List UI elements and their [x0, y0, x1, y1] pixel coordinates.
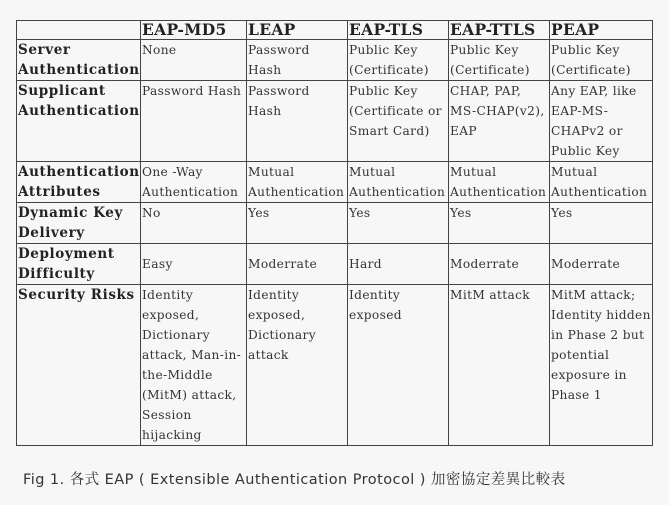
table-cell: Any EAP, like EAP-MS-CHAPv2 or Public Key [550, 81, 653, 162]
column-header-eap-tls: EAP-TLS [348, 21, 449, 40]
row-header-authentication-attributes: Authentication Attributes [17, 162, 141, 203]
table-cell: Yes [348, 203, 449, 244]
table-row [17, 203, 653, 244]
table-cell: Mutual Authentication [550, 162, 653, 203]
table-row [17, 162, 653, 203]
table-cell: Yes [247, 203, 348, 244]
table-cell: Password Hash [141, 81, 247, 162]
table-cell: No [141, 203, 247, 244]
table-cell: Mutual Authentication [247, 162, 348, 203]
row-header-supplicant-authentication: Supplicant Authentication [17, 81, 141, 162]
row-header-server-authentication: Server Authentication [17, 40, 141, 81]
table-cell: Easy [141, 244, 247, 285]
row-header-dynamic-key-delivery: Dynamic Key Delivery [17, 203, 141, 244]
table-row [17, 40, 653, 81]
column-header-leap: LEAP [247, 21, 348, 40]
row-header-deployment-difficulty: Deployment Difficulty [17, 244, 141, 285]
table-cell: Public Key (Certificate) [550, 40, 653, 81]
table-cell: Password Hash [247, 40, 348, 81]
header-corner-cell [17, 21, 141, 40]
comparison-table-container [16, 20, 652, 446]
table-cell: Public Key (Certificate) [449, 40, 550, 81]
table-row [17, 244, 653, 285]
table-cell: Identity exposed, Dictionary attack [247, 285, 348, 446]
table-cell: Mutual Authentication [348, 162, 449, 203]
table-cell: Moderrate [247, 244, 348, 285]
table-cell: CHAP, PAP, MS-CHAP(v2), EAP [449, 81, 550, 162]
table-cell: Moderrate [449, 244, 550, 285]
table-cell: Mutual Authentication [449, 162, 550, 203]
row-header-security-risks: Security Risks [17, 285, 141, 446]
header-row [17, 21, 653, 40]
column-header-eap-ttls: EAP-TTLS [449, 21, 550, 40]
table-cell: MitM attack [449, 285, 550, 446]
table-cell: Public Key (Certificate or Smart Card) [348, 81, 449, 162]
column-header-eap-md5: EAP-MD5 [141, 21, 247, 40]
table-cell: Yes [550, 203, 653, 244]
table-cell: Password Hash [247, 81, 348, 162]
column-header-peap: PEAP [550, 21, 653, 40]
table-cell: MitM attack; Identity hidden in Phase 2 but potential exposure in Phase 1 [550, 285, 653, 446]
figure-caption: Fig 1. 各式 EAP ( Extensible Authentication Protocol ) 加密協定差異比較表 [23, 472, 566, 488]
table-cell: Yes [449, 203, 550, 244]
table-cell: None [141, 40, 247, 81]
table-row [17, 81, 653, 162]
table-cell: Identity exposed, Dictionary attack, Man-in-the-Middle (MitM) attack, Session hijacking [141, 285, 247, 446]
table-cell: Public Key (Certificate) [348, 40, 449, 81]
table-cell: One -Way Authentication [141, 162, 247, 203]
table-cell: Identity exposed [348, 285, 449, 446]
eap-comparison-table [16, 20, 653, 446]
table-row [17, 285, 653, 446]
table-cell: Moderrate [550, 244, 653, 285]
table-cell: Hard [348, 244, 449, 285]
